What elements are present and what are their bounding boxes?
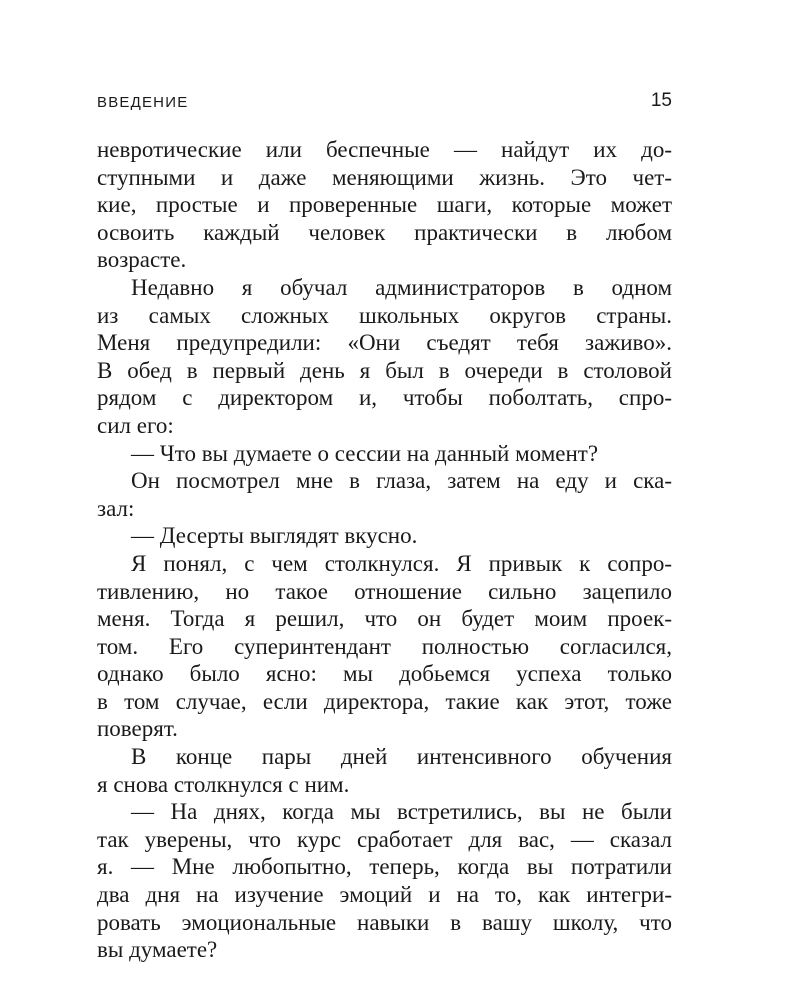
text-line: — На днях, когда мы встретились, вы не были: [131, 799, 672, 825]
text-line: вы думаете?: [97, 937, 218, 963]
text-line: В обед в первый день я был в очереди в столовой: [97, 357, 672, 383]
text-line: поверят.: [97, 716, 178, 742]
text-line: возрасте.: [97, 247, 187, 273]
text-line: в том случае, если директора, такие как этот, тоже: [97, 688, 672, 714]
text-line: — Десерты выглядят вкусно.: [131, 523, 418, 549]
text-line: Меня предупредили: «Они съедят тебя заживо».: [97, 330, 672, 356]
text-line: Он посмотрел мне в глаза, затем на еду и ска-: [131, 468, 672, 494]
text-line: сил его:: [97, 412, 174, 438]
text-line: я. — Мне любопытно, теперь, когда вы потратили: [97, 854, 672, 880]
text-line: рядом с директором и, чтобы поболтать, спро-: [97, 385, 672, 411]
text-line: ровать эмоциональные навыки в вашу школу, что: [97, 909, 672, 935]
text-line: меня. Тогда я решил, что он будет моим проек-: [97, 606, 672, 632]
text-line: так уверены, что курс сработает для вас, — сказал: [97, 826, 672, 852]
text-line: из самых сложных школьных округов страны.: [97, 302, 672, 328]
text-line: — Что вы думаете о сессии на данный момент?: [131, 440, 599, 466]
text-line: том. Его суперинтендант полностью согласился,: [97, 633, 672, 659]
text-line: кие, простые и проверенные шаги, которые может: [97, 192, 672, 218]
running-head-section-title: ВВЕДЕНИЕ: [97, 94, 189, 111]
body-text: [97, 136, 672, 964]
text-line: Я понял, с чем столкнулся. Я привык к сопро-: [131, 550, 672, 576]
text-line: зал:: [97, 495, 135, 521]
text-line: невротические или беспечные — найдут их до-: [97, 137, 672, 162]
text-line: однако было ясно: мы добьемся успеха только: [97, 661, 672, 687]
text-line: два дня на изучение эмоций и на то, как интегри-: [97, 882, 672, 908]
text-line: ступными и даже меняющими жизнь. Это чет-: [97, 164, 672, 190]
page-number: 15: [650, 90, 672, 111]
text-line: я снова столкнулся с ним.: [97, 771, 350, 797]
text-line: Недавно я обучал администраторов в одном: [131, 274, 672, 300]
text-line: тивлению, но такое отношение сильно зацепило: [97, 578, 672, 604]
text-line: В конце пары дней интенсивного обучения: [131, 744, 672, 770]
text-line: освоить каждый человек практически в любом: [97, 219, 672, 245]
